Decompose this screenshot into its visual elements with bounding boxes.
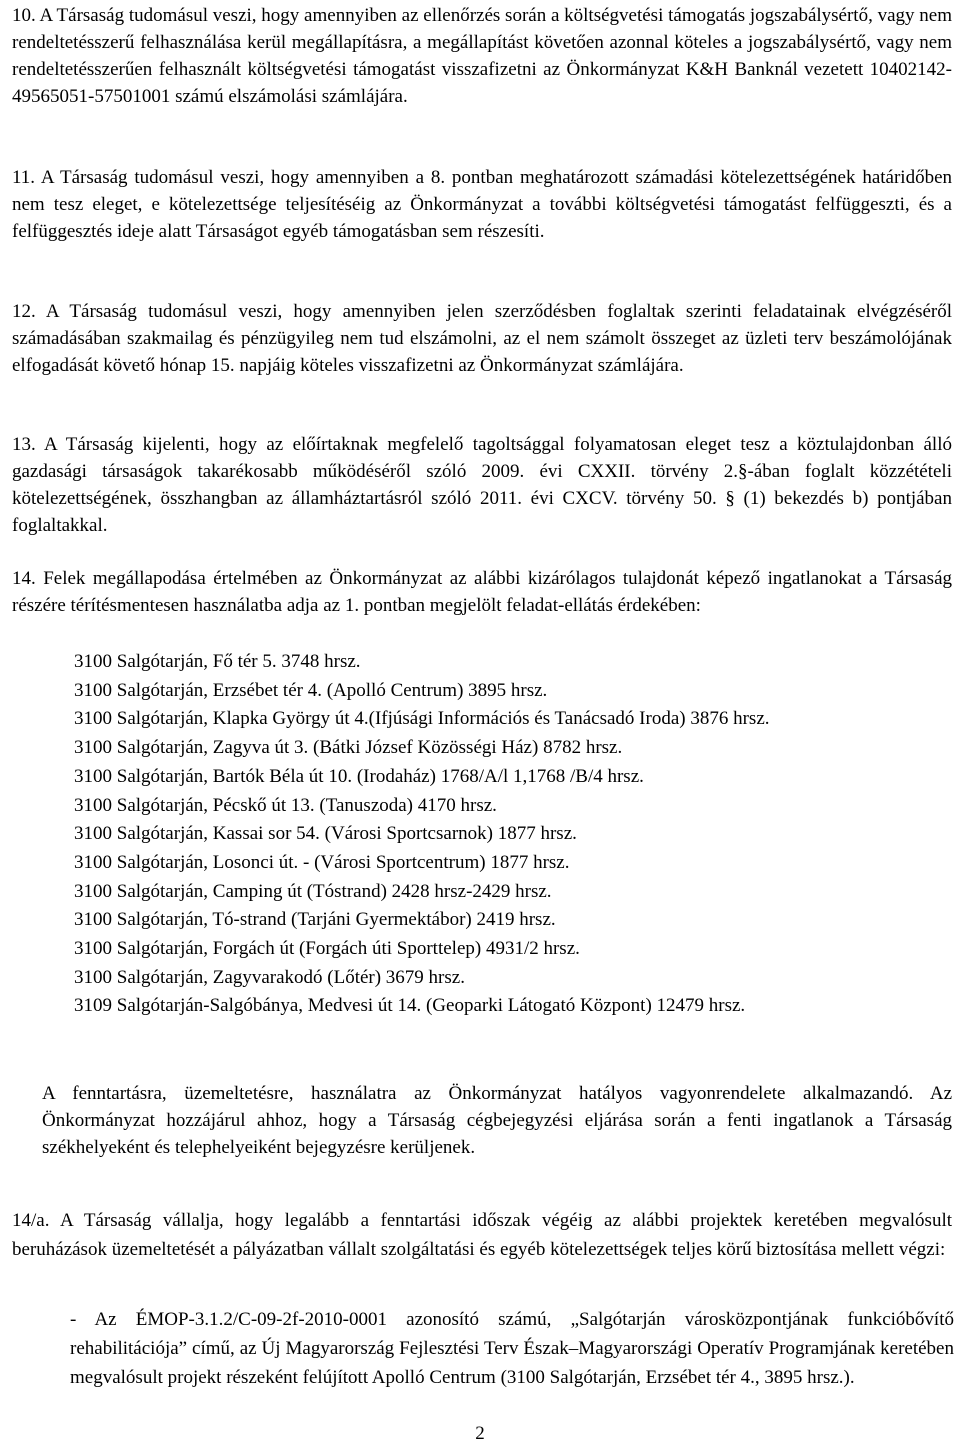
list-item: 3100 Salgótarján, Bartók Béla út 10. (Irodaház) 1768/A/l 1,1768 /B/4 hrsz. <box>74 765 644 787</box>
list-item: 3100 Salgótarján, Pécskő út 13. (Tanuszoda) 4170 hrsz. <box>74 794 497 816</box>
paragraph-12: 12. A Társaság tudomásul veszi, hogy amennyiben jelen szerződésben foglaltak szerinti feladatainak elvégzéséről számadásában szakmailag és pénzügyileg nem tud elszámolni, az el nem számolt összeget az üzleti terv beszámolójának elfogadását követő hónap 15. napjáig köteles visszafizetni az Önkormányzat számlájára. <box>12 301 952 376</box>
list-item: 3100 Salgótarján, Camping út (Tóstrand) 2428 hrsz-2429 hrsz. <box>74 880 552 902</box>
list-item: 3100 Salgótarján, Tó-strand (Tarjáni Gyermektábor) 2419 hrsz. <box>74 909 556 931</box>
paragraph-13: 13. A Társaság kijelenti, hogy az előírtaknak megfelelő tagoltsággal folyamatosan eleget tesz a köztulajdonban álló gazdasági társaságok takarékosabb működéséről szóló 2009. évi CXXII. törvény 2.§-ában foglalt közzétételi kötelezettségének, összhangban az államháztartásról szóló 2011. évi CXCV. törvény 50. § (1) bekezdés b) pontjában foglaltakkal. <box>12 434 952 536</box>
list-item: 3100 Salgótarján, Kassai sor 54. (Városi Sportcsarnok) 1877 hrsz. <box>74 823 577 845</box>
list-item: 3100 Salgótarján, Zagyvarakodó (Lőtér) 3679 hrsz. <box>74 966 465 988</box>
paragraph-11: 11. A Társaság tudomásul veszi, hogy amennyiben a 8. pontban meghatározott számadási kötelezettségének határidőben nem tesz eleget, e kötelezettsége teljesítéséig az Önkormányzat a további költségvetési támogatást felfüggeszti, és a felfüggesztés ideje alatt Társaságot egyéb támogatásban sem részesíti. <box>12 167 952 242</box>
paragraph-14a: 14/a. A Társaság vállalja, hogy legalább a fenntartási időszak végéig az alábbi projektek keretében megvalósult beruházások üzemeltetését a pályázatban vállalt szolgáltatási és egyéb kötelezettségek teljes körű biztosítása mellett végzi: <box>12 1210 952 1260</box>
list-item: 3100 Salgótarján, Forgách út (Forgách úti Sporttelep) 4931/2 hrsz. <box>74 938 580 960</box>
list-item: 3100 Salgótarján, Klapka György út 4.(Ifjúsági Információs és Tanácsadó Iroda) 3876 hrsz. <box>74 708 770 730</box>
list-item: 3109 Salgótarján-Salgóbánya, Medvesi út 14. (Geoparki Látogató Központ) 12479 hrsz. <box>74 995 746 1017</box>
paragraph-14-continuation: A fenntartásra, üzemeltetésre, használatra az Önkormányzat hatályos vagyonrendelete alkalmazandó. Az Önkormányzat hozzájárul ahhoz, hogy a Társaság cégbejegyzési eljárása során a fenti ingatlanok a Társaság székhelyeként és telephelyeiként bejegyzésre kerüljenek. <box>42 1083 952 1158</box>
paragraph-14a-item: - Az ÉMOP-3.1.2/C-09-2f-2010-0001 azonosító számú, „Salgótarján városközpontjának funkcióbővítő rehabilitációja” című, az Új Magyarország Fejlesztési Terv Észak–Magyarországi Operatív Programjának keretében megvalósult projekt részeként felújított Apolló Centrum (3100 Salgótarján, Erzsébet tér 4., 3895 hrsz.). <box>70 1309 954 1388</box>
property-list <box>74 648 954 1021</box>
paragraph-14: 14. Felek megállapodása értelmében az Önkormányzat az alábbi kizárólagos tulajdonát képező ingatlanokat a Társaság részére térítésmentesen használatba adja az 1. pontban megjelölt feladat-ellátás érdekében: <box>12 568 952 616</box>
paragraph-10: 10. A Társaság tudomásul veszi, hogy amennyiben az ellenőrzés során a költségvetési támogatás jogszabálysértő, vagy nem rendeltetésszerű felhasználása kerül megállapításra, a megállapítást követően azonnal köteles a jogszabálysértő, vagy nem rendeltetésszerűen felhasznált költségvetési támogatást visszafizetni az Önkormányzat K&H Banknál vezetett 10402142-49565051-57501001 számú elszámolási számlájára. <box>12 5 952 107</box>
list-item: 3100 Salgótarján, Fő tér 5. 3748 hrsz. <box>74 651 361 672</box>
page-number: 2 <box>475 1423 485 1444</box>
list-item: 3100 Salgótarján, Zagyva út 3. (Bátki József Közösségi Ház) 8782 hrsz. <box>74 737 623 759</box>
list-item: 3100 Salgótarján, Erzsébet tér 4. (Apolló Centrum) 3895 hrsz. <box>74 679 548 701</box>
list-item: 3100 Salgótarján, Losonci út. - (Városi Sportcentrum) 1877 hrsz. <box>74 851 570 873</box>
